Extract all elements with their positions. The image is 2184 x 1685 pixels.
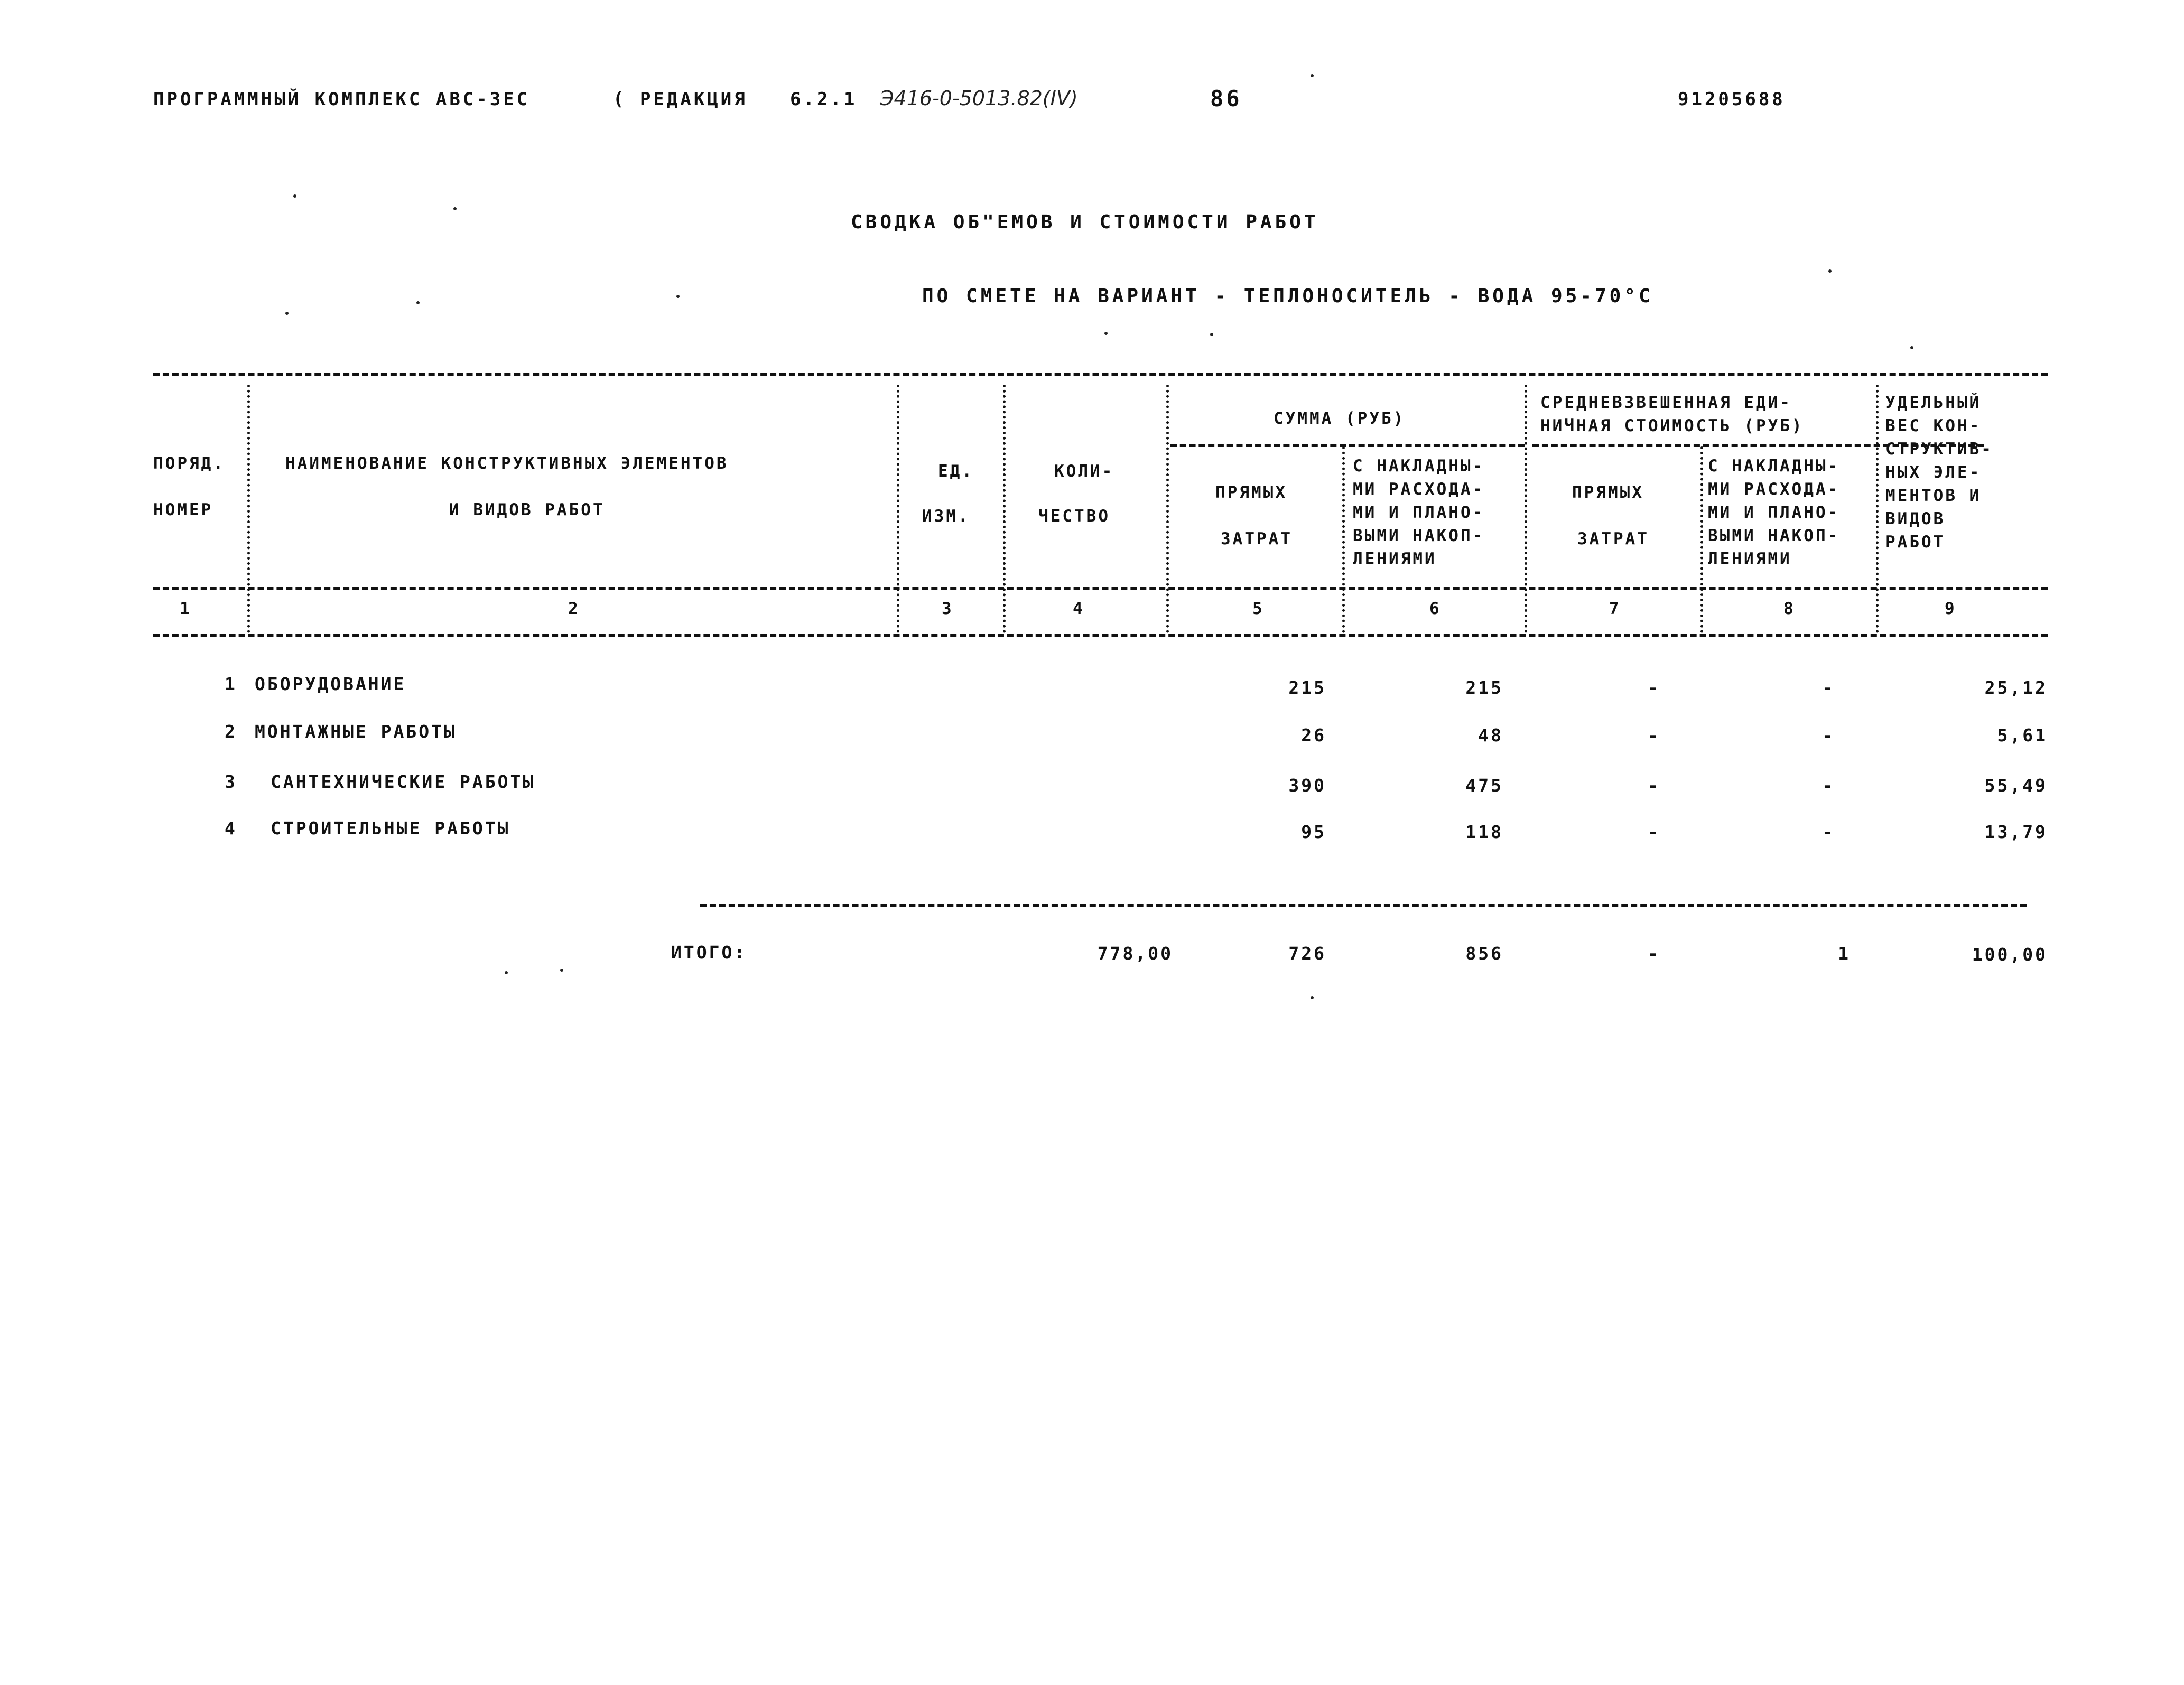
row-number: 3 — [225, 771, 237, 792]
col5-header-line2: ЗАТРАТ — [1221, 529, 1293, 548]
col-separator — [897, 385, 899, 633]
row-number: 2 — [225, 721, 237, 742]
row-direct-cost: 390 — [1288, 775, 1326, 796]
edition-label: ( РЕДАКЦИЯ — [613, 89, 748, 110]
edition-number: 6.2.1 — [790, 89, 858, 110]
row-avg-overhead: - — [1822, 822, 1835, 842]
col-number-5: 5 — [1252, 599, 1265, 618]
col4-header-line2: ЧЕСТВО — [1038, 507, 1110, 526]
total-rule — [700, 904, 2027, 907]
row-name: ОБОРУДОВАНИЕ — [255, 674, 406, 694]
page-title: СВОДКА ОБ"ЕМОВ И СТОИМОСТИ РАБОТ — [851, 211, 1319, 233]
scan-speck — [453, 207, 457, 210]
scan-speck — [293, 194, 296, 198]
col8-header-line1: С НАКЛАДНЫ- — [1708, 457, 1840, 476]
scan-speck — [1311, 996, 1314, 999]
scan-speck — [1910, 346, 1913, 349]
scan-speck — [285, 312, 289, 315]
col-number-6: 6 — [1429, 599, 1442, 618]
col-number-9: 9 — [1945, 599, 1957, 618]
document-code: 91205688 — [1678, 89, 1786, 110]
col8-header-line5: ЛЕНИЯМИ — [1708, 550, 1792, 569]
col9-header-line2: ВЕС КОН- — [1885, 416, 1982, 435]
col1-header-line1: ПОРЯД. — [153, 454, 225, 473]
col-separator — [1700, 446, 1703, 633]
col6-header-line3: МИ И ПЛАНО- — [1353, 503, 1485, 522]
row-direct-cost: 26 — [1301, 725, 1326, 746]
col2-header-line2: И ВИДОВ РАБОТ — [449, 500, 605, 519]
row-share: 55,49 — [1984, 775, 2048, 796]
row-number: 4 — [225, 818, 237, 839]
total-avg-overhead: 1 — [1838, 943, 1851, 964]
sum-group-header: СУММА (РУБ) — [1274, 409, 1406, 428]
total-share: 100,00 — [1972, 944, 2048, 965]
row-avg-overhead: - — [1822, 725, 1835, 746]
scan-speck — [560, 969, 563, 972]
scan-speck — [676, 295, 680, 298]
column-numbers-rule — [153, 634, 2048, 637]
row-avg-direct: - — [1648, 677, 1660, 698]
col-number-3: 3 — [942, 599, 954, 618]
row-avg-overhead: - — [1822, 775, 1835, 796]
col9-header-line1: УДЕЛЬНЫЙ — [1885, 393, 1982, 412]
col-separator — [1342, 446, 1345, 633]
row-name: СТРОИТЕЛЬНЫЕ РАБОТЫ — [271, 818, 510, 839]
col6-header-line4: ВЫМИ НАКОП- — [1353, 526, 1485, 545]
handwritten-code: Э416-0-5013.82(IV) — [880, 87, 1078, 110]
row-avg-direct: - — [1648, 775, 1660, 796]
scan-speck — [505, 971, 508, 974]
row-overhead-cost: 475 — [1465, 775, 1503, 796]
total-direct-cost: 726 — [1288, 943, 1326, 964]
scan-speck — [416, 301, 420, 304]
col7-header-line2: ЗАТРАТ — [1577, 529, 1649, 548]
row-overhead-cost: 48 — [1478, 725, 1503, 746]
avg-group-header-line2: НИЧНАЯ СТОИМОСТЬ (РУБ) — [1540, 416, 1804, 435]
row-name: МОНТАЖНЫЕ РАБОТЫ — [255, 721, 457, 742]
col9-header-line6: ВИДОВ — [1885, 509, 1946, 528]
table-top-rule — [153, 373, 2048, 376]
row-name: САНТЕХНИЧЕСКИЕ РАБОТЫ — [271, 771, 536, 792]
col1-header-line2: НОМЕР — [153, 500, 213, 519]
row-direct-cost: 215 — [1288, 677, 1326, 698]
row-avg-direct: - — [1648, 822, 1660, 842]
col-number-8: 8 — [1783, 599, 1796, 618]
col9-header-line4: НЫХ ЭЛЕ- — [1885, 463, 1982, 482]
total-avg-direct: - — [1648, 943, 1660, 964]
page-number: 86 — [1210, 86, 1242, 111]
col8-header-line4: ВЫМИ НАКОП- — [1708, 526, 1840, 545]
scan-speck — [1828, 269, 1832, 273]
col-separator — [1003, 385, 1006, 633]
scan-speck — [1311, 74, 1314, 77]
col6-header-line1: С НАКЛАДНЫ- — [1353, 457, 1485, 476]
row-direct-cost: 95 — [1301, 822, 1326, 842]
col7-header-line1: ПРЯМЫХ — [1572, 483, 1644, 502]
col4-header-line1: КОЛИ- — [1054, 462, 1114, 481]
row-share: 13,79 — [1984, 822, 2048, 842]
total-label: ИТОГО: — [671, 942, 747, 963]
row-avg-direct: - — [1648, 725, 1660, 746]
col6-header-line5: ЛЕНИЯМИ — [1353, 550, 1437, 569]
row-number: 1 — [225, 674, 237, 694]
scan-speck — [1210, 333, 1213, 336]
sum-group-rule — [1170, 444, 1525, 447]
col3-header-line2: ИЗМ. — [922, 507, 970, 526]
page-subtitle: ПО СМЕТЕ НА ВАРИАНТ - ТЕПЛОНОСИТЕЛЬ - ВОДА 95-70°С — [922, 285, 1653, 307]
total-overhead-cost: 856 — [1465, 943, 1503, 964]
col8-header-line3: МИ И ПЛАНО- — [1708, 503, 1840, 522]
col-separator — [1166, 385, 1169, 633]
scan-speck — [1104, 332, 1108, 335]
total-quantity: 778,00 — [1097, 943, 1173, 964]
col9-header-line3: СТРУКТИВ- — [1885, 440, 1993, 459]
row-overhead-cost: 215 — [1465, 677, 1503, 698]
col-number-7: 7 — [1609, 599, 1621, 618]
col-separator — [1876, 385, 1879, 633]
col2-header-line1: НАИМЕНОВАНИЕ КОНСТРУКТИВНЫХ ЭЛЕМЕНТОВ — [285, 454, 729, 473]
col5-header-line1: ПРЯМЫХ — [1215, 483, 1287, 502]
col-number-4: 4 — [1073, 599, 1085, 618]
col9-header-line7: РАБОТ — [1885, 533, 1946, 552]
row-share: 25,12 — [1984, 677, 2048, 698]
col-separator — [247, 385, 250, 633]
program-name: ПРОГРАММНЫЙ КОМПЛЕКС АВС-3ЕС — [153, 89, 531, 110]
col8-header-line2: МИ РАСХОДА- — [1708, 480, 1840, 499]
col6-header-line2: МИ РАСХОДА- — [1353, 480, 1485, 499]
row-avg-overhead: - — [1822, 677, 1835, 698]
header-bottom-rule — [153, 587, 2048, 590]
col9-header-line5: МЕНТОВ И — [1885, 486, 1982, 505]
col3-header-line1: ЕД. — [938, 462, 974, 481]
avg-group-header-line1: СРЕДНЕВЗВЕШЕННАЯ ЕДИ- — [1540, 393, 1792, 412]
row-share: 5,61 — [1997, 725, 2048, 746]
col-number-2: 2 — [568, 599, 580, 618]
col-number-1: 1 — [180, 599, 192, 618]
col-separator — [1525, 385, 1527, 633]
row-overhead-cost: 118 — [1465, 822, 1503, 842]
